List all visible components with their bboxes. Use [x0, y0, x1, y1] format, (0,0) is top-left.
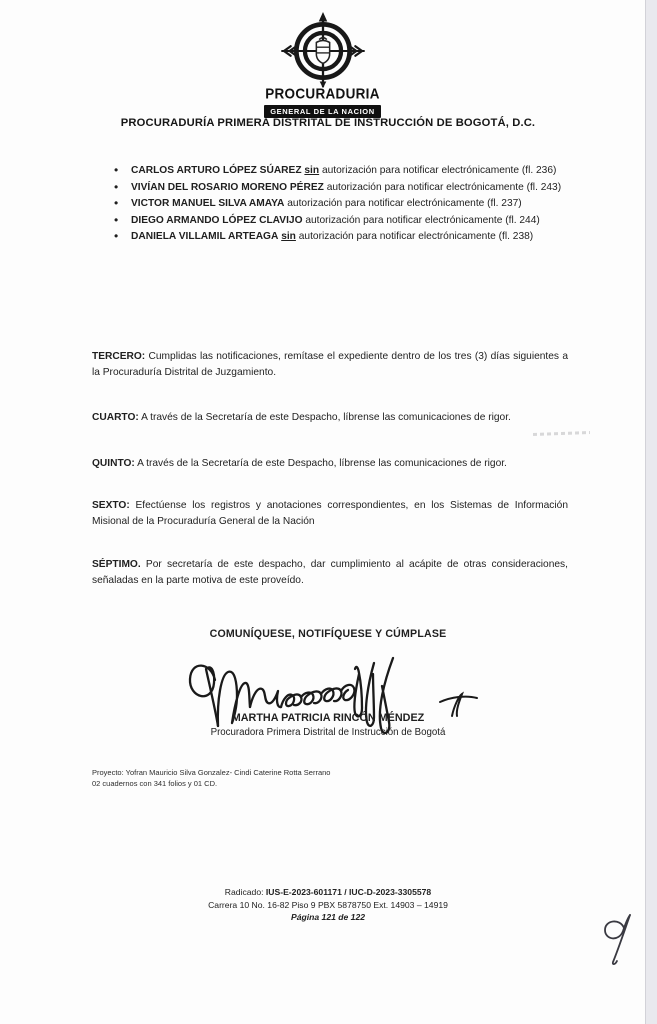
- signatory-role: Procuradora Primera Distrital de Instrucción de Bogotá: [210, 727, 446, 738]
- footer-page-number: Página 121 de 122: [290, 912, 366, 922]
- project-note-line2: 02 cuadernos con 341 folios y 01 CD.: [92, 778, 218, 788]
- section-label: CUARTO:: [92, 412, 139, 423]
- party-list-item: [114, 229, 566, 245]
- section-cuarto: [92, 410, 568, 426]
- procuraduria-seal-icon: [275, 12, 371, 90]
- section-quinto: [92, 456, 568, 472]
- party-name: DANIELA VILLAMIL ARTEAGA: [131, 231, 279, 243]
- section-text: Cumplidas las notificaciones, remítase el expediente dentro de los tres (3) días siguientes a la Procuraduría Distrital de Juzgamiento.: [92, 351, 568, 379]
- header-logo-block: [0, 12, 645, 119]
- party-text: autorización para notificar electrónicamente (fl. 243): [326, 181, 562, 193]
- corner-annotation-icon: [596, 910, 636, 968]
- project-note-line1: Proyecto: Yofran Mauricio Silva Gonzalez- Cindi Caterine Rotta Serrano: [92, 768, 331, 777]
- footer-address: Carrera 10 No. 16-82 Piso 9 PBX 5878750 Ext. 14903 – 14919: [208, 899, 448, 910]
- document-footer: [58, 886, 598, 924]
- section-sexto: [92, 498, 568, 530]
- logo-wordmark: PROCURADURIA: [265, 85, 380, 102]
- project-note: [92, 768, 452, 789]
- section-text: Efectúense los registros y anotaciones correspondientes, en los Sistemas de Información Misional de la Procuraduría General de la Nación: [92, 500, 568, 528]
- document-title: PROCURADURÍA PRIMERA DISTRITAL DE INSTRUCCIÓN DE BOGOTÁ, D.C.: [120, 117, 536, 129]
- party-list-item: [114, 213, 566, 229]
- party-list-item: [114, 163, 566, 179]
- party-text: autorización para notificar electrónicamente (fl. 238): [298, 231, 534, 243]
- section-label: SEXTO:: [92, 500, 130, 511]
- radicado-value: IUS-E-2023-601171 / IUC-D-2023-3305578: [265, 887, 432, 897]
- notified-parties-list: [114, 163, 566, 246]
- closing-line: COMUNÍQUESE, NOTIFÍQUESE Y CÚMPLASE: [209, 628, 447, 640]
- section-text: A través de la Secretaría de este Despacho, líbrense las comunicaciones de rigor.: [141, 412, 511, 423]
- party-name: VICTOR MANUEL SILVA AMAYA: [131, 198, 285, 210]
- section-text: A través de la Secretaría de este Despacho, líbrense las comunicaciones de rigor.: [137, 458, 507, 469]
- sin-qualifier: sin: [304, 165, 320, 176]
- section-septimo: [92, 557, 568, 589]
- party-name: DIEGO ARMANDO LÓPEZ CLAVIJO: [131, 214, 303, 226]
- sin-qualifier: sin: [281, 231, 296, 243]
- signatory-name: MARTHA PATRICIA RINCÓN MÉNDEZ: [231, 712, 425, 724]
- section-tercero: [92, 349, 568, 381]
- party-list-item: [114, 180, 566, 196]
- scan-page-edge: [645, 0, 657, 1024]
- party-text: autorización para notificar electrónicamente (fl. 244): [305, 214, 540, 226]
- section-label: TERCERO:: [92, 351, 146, 362]
- party-name: CARLOS ARTURO LÓPEZ SÚAREZ: [131, 165, 302, 176]
- party-name: VIVÍAN DEL ROSARIO MORENO PÉREZ: [131, 181, 324, 193]
- scan-smudge-mark: [533, 431, 590, 436]
- section-label: QUINTO:: [92, 458, 135, 469]
- logo-ribbon: GENERAL DE LA NACION: [264, 105, 381, 118]
- party-text: autorización para notificar electrónicamente (fl. 237): [287, 198, 522, 210]
- party-text: autorización para notificar electrónicamente (fl. 236): [321, 165, 557, 176]
- party-list-item: [114, 196, 566, 212]
- section-label: SÉPTIMO.: [92, 559, 141, 570]
- footer-radicado: [58, 886, 598, 899]
- radicado-label: Radicado:: [224, 887, 264, 897]
- coat-of-arms-icon: [316, 38, 329, 64]
- section-text: Por secretaría de este despacho, dar cumplimiento al acápite de otras consideraciones, señaladas en la parte motiva de este proveído.: [92, 559, 568, 587]
